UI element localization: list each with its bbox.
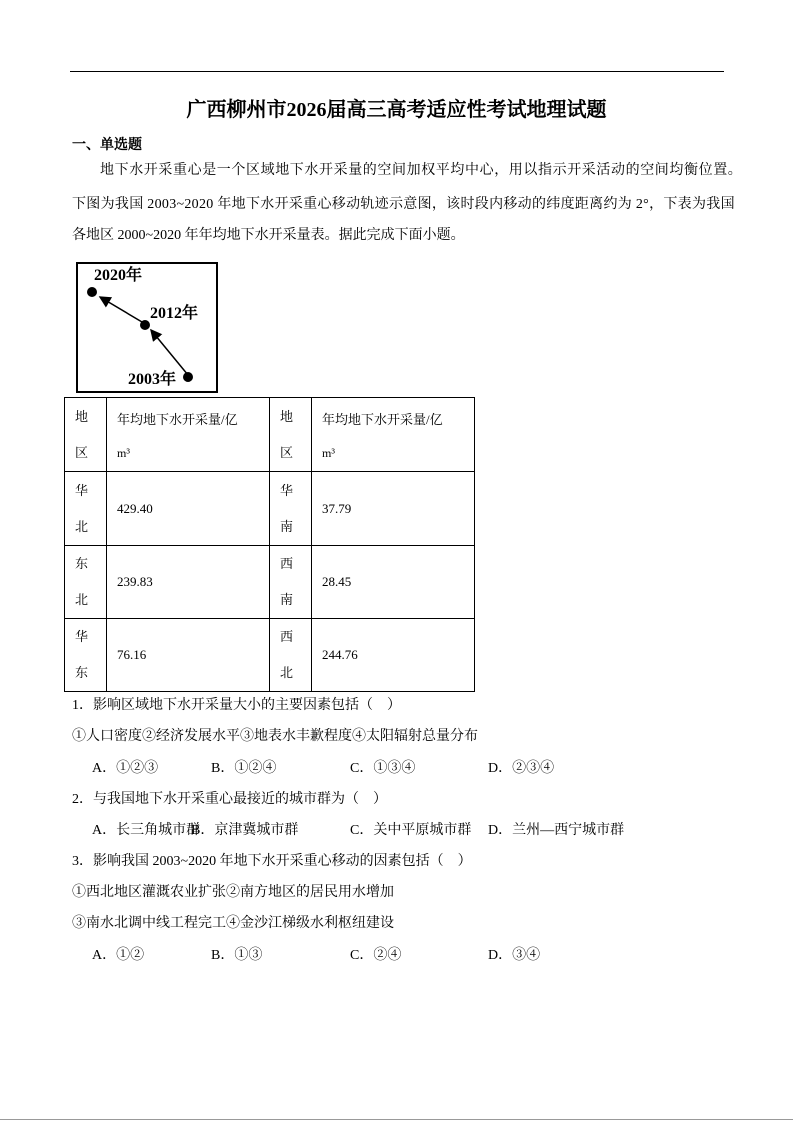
header-amount [312, 398, 475, 472]
region-cell [270, 472, 312, 546]
q2-option-a[interactable]: A．长三角城市群 [92, 823, 201, 838]
header-region-text: 地区 [280, 408, 294, 460]
label-2012: 2012年 [150, 305, 199, 322]
value-cell: 244.76 [312, 619, 475, 692]
region-char: 东 [75, 665, 89, 680]
table-row [65, 619, 475, 692]
value-cell: 429.40 [107, 472, 270, 546]
question-1-stem: 1．影响区域地下水开采量大小的主要因素包括（ ） [72, 698, 401, 713]
value-cell: 28.45 [312, 546, 475, 619]
page-title: 广西柳州市2026届高三高考适应性考试地理试题 [186, 99, 607, 121]
intro-line: 地下水开采重心是一个区域地下水开采量的空间加权平均中心，用以指示开采活动的空间均衡位置。 [100, 163, 743, 178]
header-region [65, 398, 107, 472]
region-char: 北 [280, 665, 294, 680]
region-char: 华 [75, 482, 89, 498]
table-row [65, 546, 475, 619]
q2-option-d[interactable]: D．兰州—西宁城市群 [488, 823, 625, 838]
region-char: 南 [280, 592, 294, 607]
section-heading: 一、单选题 [72, 138, 142, 153]
trajectory-diagram [76, 262, 218, 393]
region-char: 华 [280, 482, 294, 498]
header-unit: m³ [322, 445, 335, 460]
q2-option-b[interactable]: B．京津冀城市群 [191, 823, 299, 838]
q3-option-d[interactable]: D．③④ [488, 948, 541, 963]
header-region-text: 地区 [75, 408, 89, 460]
region-char: 北 [75, 592, 89, 607]
question-3-stem: 3．影响我国 2003~2020 年地下水开采重心移动的因素包括（ ） [72, 854, 472, 869]
region-cell [270, 546, 312, 619]
region-char: 东 [75, 556, 89, 571]
q1-option-a[interactable]: A．①②③ [92, 761, 159, 776]
region-cell [270, 619, 312, 692]
table-header-row [65, 398, 475, 472]
label-2003: 2003年 [128, 371, 177, 388]
value-cell: 239.83 [107, 546, 270, 619]
question-1-items: ①人口密度②经济发展水平③地表水丰歉程度④太阳辐射总量分布 [72, 729, 478, 744]
region-char: 北 [75, 518, 89, 534]
q2-option-c[interactable]: C．关中平原城市群 [350, 823, 472, 838]
value-cell: 37.79 [312, 472, 475, 546]
point-2003 [183, 372, 193, 382]
header-amount-text: 年均地下水开采量/亿 [322, 411, 443, 427]
q3-option-a[interactable]: A．①② [92, 948, 145, 963]
region-cell [65, 546, 107, 619]
groundwater-table [64, 397, 475, 692]
table-row [65, 472, 475, 546]
header-rule [70, 71, 724, 72]
point-2020 [87, 287, 97, 297]
region-char: 华 [75, 629, 89, 644]
point-2012 [140, 320, 150, 330]
region-char: 南 [280, 518, 294, 534]
q1-option-d[interactable]: D．②③④ [488, 761, 555, 776]
region-char: 西 [280, 629, 294, 644]
q3-option-b[interactable]: B．①③ [211, 948, 263, 963]
region-cell [65, 472, 107, 546]
q1-option-b[interactable]: B．①②④ [211, 761, 277, 776]
region-char: 西 [280, 556, 294, 571]
q3-option-c[interactable]: C．②④ [350, 948, 402, 963]
question-2-stem: 2．与我国地下水开采重心最接近的城市群为（ ） [72, 792, 387, 807]
question-3-items: ③南水北调中线工程完工④金沙江梯级水利枢纽建设 [72, 916, 394, 931]
region-cell [65, 619, 107, 692]
value-cell: 76.16 [107, 619, 270, 692]
intro-line: 各地区 2000~2020 年年均地下水开采量表。据此完成下面小题。 [72, 228, 465, 243]
header-region [270, 398, 312, 472]
header-amount [107, 398, 270, 472]
header-amount-text: 年均地下水开采量/亿 [117, 411, 238, 427]
q1-option-c[interactable]: C．①③④ [350, 761, 416, 776]
page-bottom-edge [0, 1119, 793, 1120]
header-unit: m³ [117, 445, 130, 460]
label-2020: 2020年 [94, 267, 143, 284]
question-3-items: ①西北地区灌溉农业扩张②南方地区的居民用水增加 [72, 885, 394, 900]
intro-line: 下图为我国 2003~2020 年地下水开采重心移动轨迹示意图，该时段内移动的纬度距离约为 2°，下表为我国 [72, 197, 735, 212]
